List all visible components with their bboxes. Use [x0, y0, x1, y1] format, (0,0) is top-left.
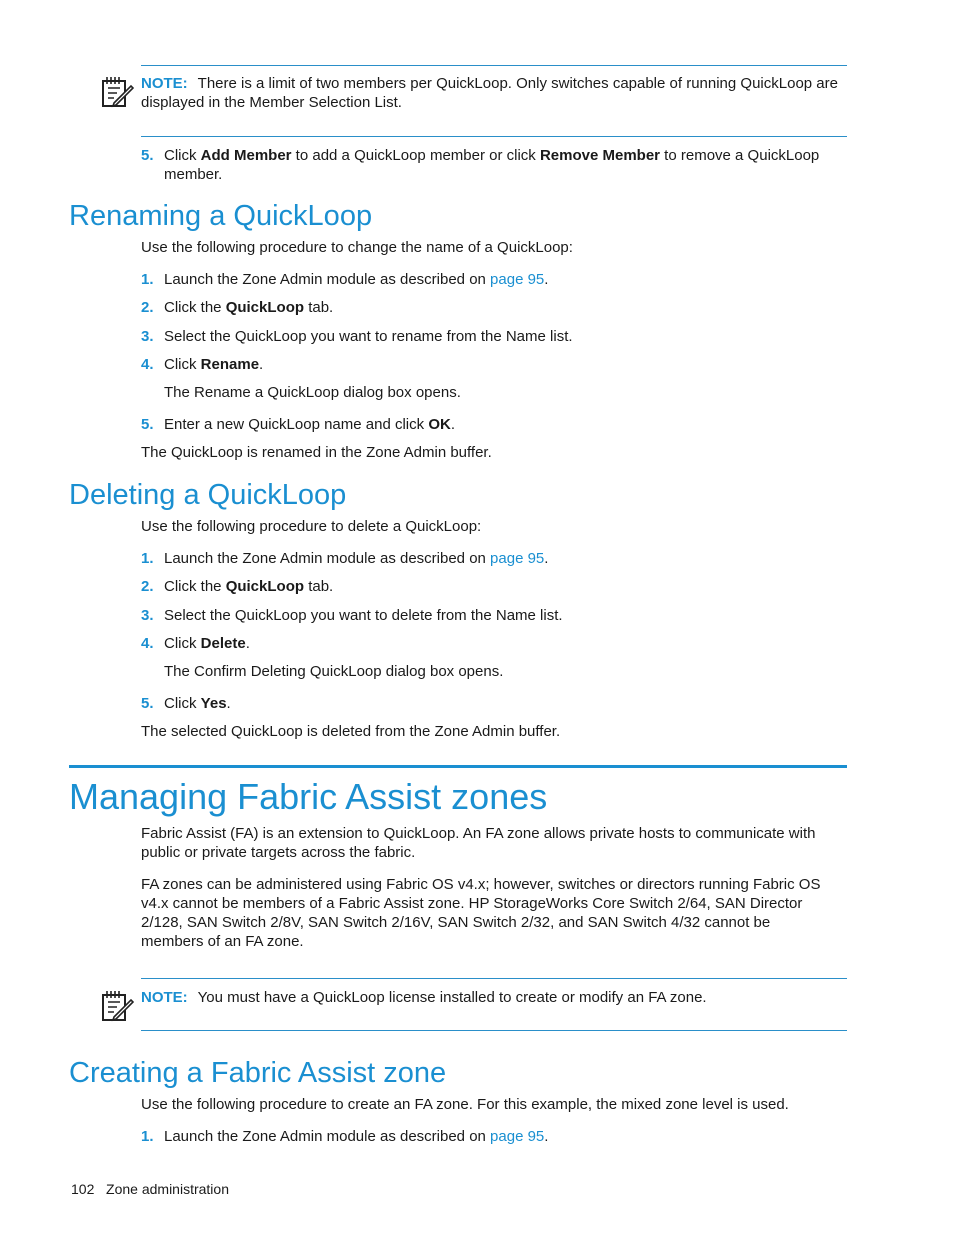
note-body: You must have a QuickLoop license installed to create or modify an FA zone. [197, 989, 707, 1006]
body-paragraph: FA zones can be administered using Fabric OS v4.x; however, switches or directors running Fabric OS v4.x cannot be members of a Fabric Assist zone. HP StorageWorks Core Switch 2/64, SAN Director 2/128, SAN Switch 2/8V, SAN Switch 2/16V, SAN Switch 2/32, and SAN Switch 4/32 cannot be members of an FA zone. [141, 876, 821, 950]
intro-paragraph: Use the following procedure to delete a QuickLoop: [141, 518, 482, 535]
step-text: Enter a new QuickLoop name and click OK. [164, 416, 455, 433]
step-text: Click Rename. [164, 356, 264, 373]
step-text: Launch the Zone Admin module as described on page 95. [164, 550, 549, 567]
step-number: 3. [141, 328, 154, 345]
step-number: 4. [141, 356, 154, 373]
note1-top-rule [141, 65, 847, 66]
page-link[interactable]: page 95 [490, 1128, 545, 1145]
step-text: Launch the Zone Admin module as described on page 95. [164, 271, 549, 288]
list-item [141, 634, 841, 654]
list-item [141, 355, 841, 375]
step-number: 3. [141, 607, 154, 624]
note1-text-block [141, 74, 847, 112]
note2-top-rule [141, 978, 847, 979]
step-text: Select the QuickLoop you want to rename from the Name list. [164, 328, 573, 345]
chapter-heading-managing: Managing Fabric Assist zones [69, 776, 548, 817]
note2-bottom-rule [141, 1030, 847, 1031]
step-text: Select the QuickLoop you want to delete from the Name list. [164, 607, 563, 624]
note-label: NOTE: [141, 989, 188, 1006]
step-number: 1. [141, 1128, 154, 1145]
note2-text-block [141, 988, 847, 1007]
note-label: NOTE: [141, 75, 188, 92]
result-paragraph: The selected QuickLoop is deleted from the Zone Admin buffer. [141, 723, 561, 740]
ui-term: Rename [200, 356, 260, 373]
step-text: Click Delete. [164, 635, 250, 652]
ui-term: Delete [200, 635, 246, 652]
footer-section: Zone administration [106, 1181, 229, 1197]
page-footer [71, 1180, 229, 1198]
ui-term: OK [428, 416, 451, 433]
section-heading-renaming: Renaming a QuickLoop [69, 200, 373, 232]
list-item [141, 415, 841, 435]
intro-paragraph: Use the following procedure to change the name of a QuickLoop: [141, 239, 573, 256]
list-item [141, 606, 841, 626]
step-number: 5. [141, 416, 154, 433]
result-paragraph: The QuickLoop is renamed in the Zone Admin buffer. [141, 444, 492, 461]
step-text: Click the QuickLoop tab. [164, 299, 334, 316]
step-subtext: The Rename a QuickLoop dialog box opens. [164, 384, 461, 401]
list-item [141, 549, 841, 569]
section-heading-deleting: Deleting a QuickLoop [69, 479, 347, 511]
step-text: Click Add Member to add a QuickLoop member or click Remove Member to remove a QuickLoop member. [164, 147, 820, 183]
note-pad-icon [100, 74, 134, 108]
page-link[interactable]: page 95 [490, 550, 545, 567]
step-text: Click the QuickLoop tab. [164, 578, 334, 595]
step-number: 2. [141, 578, 154, 595]
ui-term: Add Member [200, 147, 292, 164]
note1-bottom-rule [141, 136, 847, 137]
note-pad-icon [100, 988, 134, 1022]
page-link[interactable]: page 95 [490, 271, 545, 288]
list-item [141, 327, 841, 347]
list-item [141, 146, 841, 186]
chapter-rule [69, 765, 847, 768]
ui-term: QuickLoop [225, 299, 305, 316]
note-body: There is a limit of two members per QuickLoop. Only switches capable of running QuickLoop are displayed in the Member Selection List. [141, 75, 838, 111]
list-item [141, 1127, 841, 1147]
step-number: 2. [141, 299, 154, 316]
step-number: 1. [141, 550, 154, 567]
step-text: Launch the Zone Admin module as described on page 95. [164, 1128, 549, 1145]
section-heading-creating: Creating a Fabric Assist zone [69, 1057, 447, 1089]
step-subtext: The Confirm Deleting QuickLoop dialog box opens. [164, 663, 504, 680]
list-item [141, 298, 841, 318]
step-number: 4. [141, 635, 154, 652]
list-item [141, 270, 841, 290]
step-text: Click Yes. [164, 695, 231, 712]
ui-term: QuickLoop [225, 578, 305, 595]
step-number: 5. [141, 695, 154, 712]
list-item [141, 694, 841, 714]
step-number: 5. [141, 147, 154, 164]
step-number: 1. [141, 271, 154, 288]
body-paragraph: Fabric Assist (FA) is an extension to QuickLoop. An FA zone allows private hosts to communicate with public or private targets across the fabric. [141, 825, 816, 861]
page-number: 102 [71, 1181, 95, 1197]
intro-paragraph: Use the following procedure to create an FA zone. For this example, the mixed zone level is used. [141, 1096, 789, 1113]
ui-term: Remove Member [539, 147, 661, 164]
list-item [141, 577, 841, 597]
ui-term: Yes [200, 695, 227, 712]
